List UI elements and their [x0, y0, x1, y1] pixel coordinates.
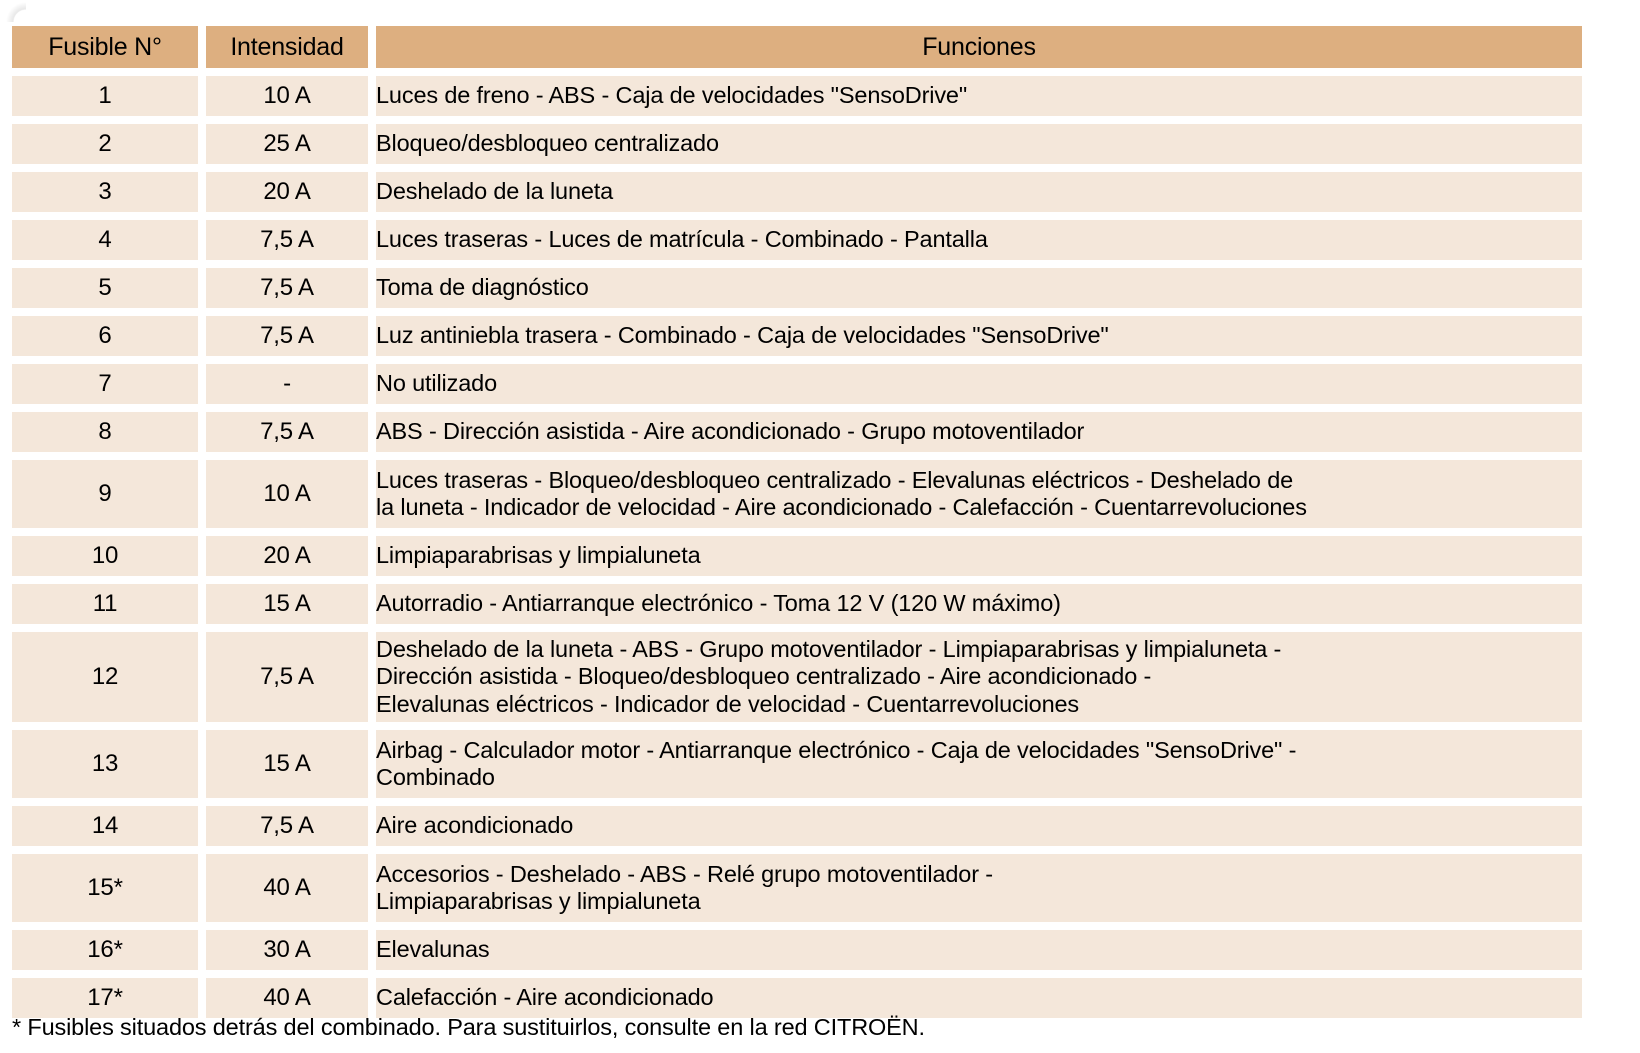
cell-fuse-number: 17*	[12, 978, 198, 1018]
cell-functions-line: la luneta - Indicador de velocidad - Aire acondicionado - Calefacción - Cuentarrevoluciones	[376, 494, 1307, 520]
table-header	[12, 26, 1582, 68]
cell-fuse-number: 1	[12, 76, 198, 116]
cell-intensity: 7,5 A	[206, 412, 368, 452]
table-footnote: * Fusibles situados detrás del combinado. Para sustituirlos, consulte en la red CITROËN.	[12, 1014, 925, 1040]
cell-intensity: 15 A	[206, 584, 368, 624]
cell-fuse-number: 7	[12, 364, 198, 404]
fuse-assignment-table	[4, 18, 1590, 1026]
cell-functions	[376, 268, 1582, 308]
cell-functions	[376, 978, 1582, 1018]
table-row	[12, 172, 1582, 212]
cell-fuse-number: 3	[12, 172, 198, 212]
cell-fuse-number: 4	[12, 220, 198, 260]
table-row	[12, 412, 1582, 452]
cell-functions	[376, 730, 1582, 798]
cell-functions-line: Luces traseras - Luces de matrícula - Combinado - Pantalla	[376, 226, 988, 253]
cell-functions-line: ABS - Dirección asistida - Aire acondicionado - Grupo motoventilador	[376, 418, 1085, 445]
cell-functions	[376, 364, 1582, 404]
cell-functions-line: Airbag - Calculador motor - Antiarranque electrónico - Caja de velocidades "SensoDrive" -	[376, 736, 1297, 763]
table-header-row	[12, 26, 1582, 68]
cell-intensity: 7,5 A	[206, 268, 368, 308]
cell-fuse-number: 13	[12, 730, 198, 798]
column-header-intensity: Intensidad	[206, 26, 368, 68]
table-row	[12, 730, 1582, 798]
cell-intensity: 40 A	[206, 978, 368, 1018]
cell-functions	[376, 316, 1582, 356]
cell-intensity: 7,5 A	[206, 806, 368, 846]
cell-functions-line: Luces de freno - ABS - Caja de velocidades "SensoDrive"	[376, 82, 968, 109]
cell-intensity: 10 A	[206, 76, 368, 116]
table-row	[12, 632, 1582, 722]
cell-intensity: -	[206, 364, 368, 404]
table-body	[12, 76, 1582, 1018]
cell-fuse-number: 2	[12, 124, 198, 164]
cell-intensity: 7,5 A	[206, 632, 368, 722]
cell-functions	[376, 584, 1582, 624]
cell-fuse-number: 10	[12, 536, 198, 576]
cell-functions-line: Luces traseras - Bloqueo/desbloqueo centralizado - Elevalunas eléctricos - Deshelado de	[376, 466, 1294, 493]
cell-functions-line: Toma de diagnóstico	[376, 274, 589, 301]
cell-functions-line: Accesorios - Deshelado - ABS - Relé grupo motoventilador -	[376, 860, 993, 887]
column-header-functions: Funciones	[376, 26, 1582, 68]
cell-functions	[376, 930, 1582, 970]
cell-functions	[376, 172, 1582, 212]
table-row	[12, 76, 1582, 116]
cell-fuse-number: 15*	[12, 854, 198, 922]
cell-functions	[376, 632, 1582, 722]
cell-functions	[376, 460, 1582, 528]
table-row	[12, 806, 1582, 846]
cell-fuse-number: 5	[12, 268, 198, 308]
table-row	[12, 124, 1582, 164]
cell-functions-line: Aire acondicionado	[376, 812, 574, 839]
cell-functions-line: Combinado	[376, 764, 495, 790]
cell-fuse-number: 11	[12, 584, 198, 624]
cell-functions	[376, 124, 1582, 164]
cell-fuse-number: 6	[12, 316, 198, 356]
table-row	[12, 268, 1582, 308]
table-row	[12, 364, 1582, 404]
cell-functions-line: Limpiaparabrisas y limpialuneta	[376, 888, 701, 914]
cell-functions	[376, 854, 1582, 922]
cell-functions	[376, 536, 1582, 576]
cell-functions-line: No utilizado	[376, 370, 497, 397]
cell-functions-line: Deshelado de la luneta	[376, 178, 614, 205]
cell-functions	[376, 412, 1582, 452]
cell-functions	[376, 806, 1582, 846]
table-row	[12, 854, 1582, 922]
cell-intensity: 15 A	[206, 730, 368, 798]
cell-functions	[376, 220, 1582, 260]
cell-intensity: 7,5 A	[206, 220, 368, 260]
cell-fuse-number: 9	[12, 460, 198, 528]
table-row	[12, 220, 1582, 260]
table-row	[12, 460, 1582, 528]
cell-fuse-number: 14	[12, 806, 198, 846]
cell-functions	[376, 76, 1582, 116]
cell-intensity: 25 A	[206, 124, 368, 164]
cell-intensity: 40 A	[206, 854, 368, 922]
cell-functions-line: Dirección asistida - Bloqueo/desbloqueo centralizado - Aire acondicionado -	[376, 663, 1152, 690]
cell-intensity: 10 A	[206, 460, 368, 528]
table-row	[12, 978, 1582, 1018]
cell-functions-line: Calefacción - Aire acondicionado	[376, 984, 714, 1011]
cell-functions-line: Elevalunas eléctricos - Indicador de velocidad - Cuentarrevoluciones	[376, 690, 1080, 717]
table-row	[12, 536, 1582, 576]
cell-fuse-number: 12	[12, 632, 198, 722]
table-row	[12, 584, 1582, 624]
cell-intensity: 20 A	[206, 536, 368, 576]
cell-functions-line: Autorradio - Antiarranque electrónico - Toma 12 V (120 W máximo)	[376, 590, 1061, 617]
cell-intensity: 20 A	[206, 172, 368, 212]
cell-functions-line: Elevalunas	[376, 936, 490, 963]
table-row	[12, 930, 1582, 970]
cell-intensity: 7,5 A	[206, 316, 368, 356]
cell-fuse-number: 16*	[12, 930, 198, 970]
cell-functions-line: Limpiaparabrisas y limpialuneta	[376, 542, 701, 569]
cell-intensity: 30 A	[206, 930, 368, 970]
table-row	[12, 316, 1582, 356]
column-header-fuse-number: Fusible N°	[12, 26, 198, 68]
cell-fuse-number: 8	[12, 412, 198, 452]
cell-functions-line: Luz antiniebla trasera - Combinado - Caja de velocidades "SensoDrive"	[376, 322, 1109, 349]
cell-functions-line: Deshelado de la luneta - ABS - Grupo motoventilador - Limpiaparabrisas y limpialuneta -	[376, 635, 1282, 662]
cell-functions-line: Bloqueo/desbloqueo centralizado	[376, 130, 719, 157]
